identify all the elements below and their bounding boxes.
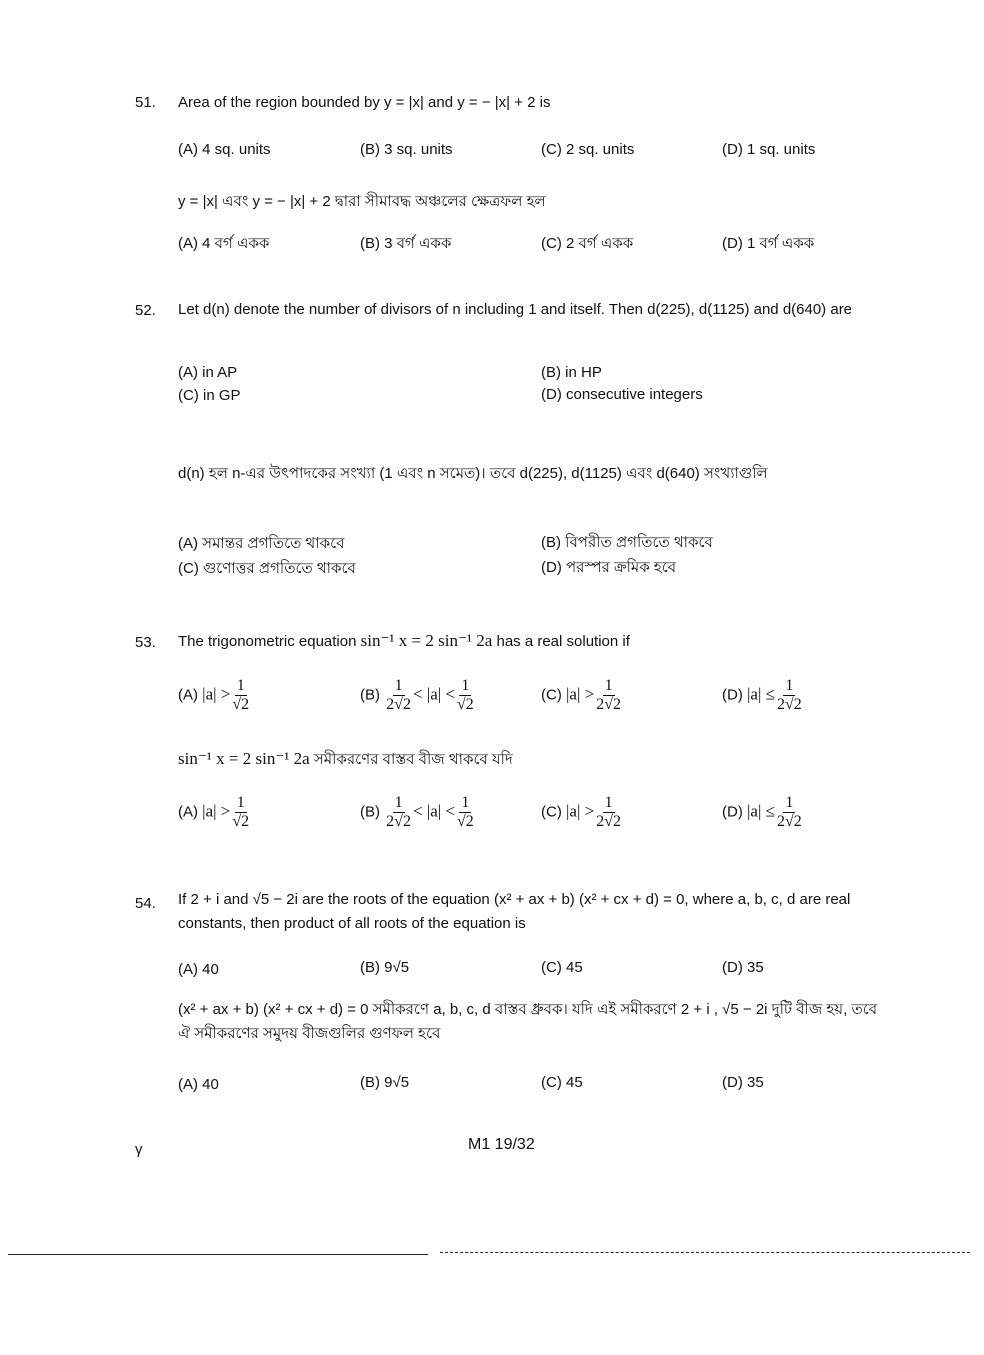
option-c-bengali: (C) 2 বর্গ একক xyxy=(541,235,634,252)
margin-mark: γ xyxy=(135,1141,143,1158)
question-text-pre: The trigonometric equation xyxy=(178,633,357,650)
option-c: (C) |a| > $\frac{1}{2√2}$ xyxy=(541,677,621,713)
option-d: (D) 1 sq. units xyxy=(722,141,816,158)
option-b-bengali: (B) $\frac{1}{2√2}$ < |a| < $\frac{1}{√2}$ xyxy=(360,794,474,830)
option-b: (B) $\frac{1}{2√2}$ < |a| < $\frac{1}{√2}$ xyxy=(360,677,474,713)
option-c-bengali: (C) |a| > $\frac{1}{2√2}$ xyxy=(541,794,621,830)
question-text-bengali: d(n) হল n-এর উৎপাদকের সংখ্যা (1 এবং n সমেত)। তবে d(225), d(1125) এবং d(640) সংখ্যাগুলি xyxy=(178,465,768,482)
question-number: 52. xyxy=(135,302,156,319)
divider xyxy=(8,1254,428,1255)
option-a-bengali: (A) 40 xyxy=(178,1076,219,1093)
option-b: (B) 9√5 xyxy=(360,959,410,976)
option-b-bengali: (B) 3 বর্গ একক xyxy=(360,235,452,252)
question-number: 51. xyxy=(135,94,156,111)
question-text-post: has a real solution if xyxy=(496,633,630,650)
question-number: 53. xyxy=(135,634,156,651)
fraction: $\frac{1}{2√2}$ xyxy=(596,677,621,713)
question-text: Let d(n) denote the number of divisors of n including 1 and itself. Then d(225), d(1125) and d(640) are xyxy=(178,301,853,318)
option-a-bengali: (A) |a| > $\frac{1}{√2}$ xyxy=(178,794,250,830)
question-text-bengali: (x² + ax + b) (x² + cx + d) = 0 সমীকরণে a, b, c, d বাস্তব ধ্রুবক। যদি এই সমীকরণে 2 + i , √5 − 2i দুটি বীজ হয়, তবে ঐ সমীকরণের সমুদয় বীজগুলির গুণফল হবে xyxy=(178,1001,878,1042)
option-a: (A) |a| > $\frac{1}{√2}$ xyxy=(178,677,250,713)
divider xyxy=(440,1252,970,1253)
option-d: (D) |a| ≤ $\frac{1}{2√2}$ xyxy=(722,677,802,713)
option-d-bengali: (D) পরস্পর ক্রমিক হবে xyxy=(541,559,677,576)
question-text: If 2 + i and √5 − 2i are the roots of the equation (x² + ax + b) (x² + cx + d) = 0, where a, b, c, d are real constants, then product of all roots of the equation is xyxy=(178,891,851,932)
question-text: Area of the region bounded by y = |x| and y = − |x| + 2 is xyxy=(178,94,551,111)
question-text-bengali: y = |x| এবং y = − |x| + 2 দ্বারা সীমাবদ্ধ অঞ্চলের ক্ষেত্রফল হল xyxy=(178,193,546,210)
option-b: (B) 3 sq. units xyxy=(360,141,453,158)
option-c: (C) in GP xyxy=(178,387,241,404)
option-c: (C) 45 xyxy=(541,959,583,976)
option-b-bengali: (B) 9√5 xyxy=(360,1074,410,1091)
option-a: (A) in AP xyxy=(178,364,238,381)
option-d-bengali: (D) 35 xyxy=(722,1074,764,1091)
fraction: $\frac{1}{√2}$ xyxy=(456,677,474,713)
fraction: $\frac{1}{2√2}$ xyxy=(386,677,411,713)
question-text-bengali: sin⁻¹ x = 2 sin⁻¹ 2a সমীকরণের বাস্তব বীজ থাকবে যদি xyxy=(178,749,513,768)
option-b: (B) in HP xyxy=(541,364,602,381)
question-text xyxy=(178,631,630,651)
fraction: $\frac{1}{√2}$ xyxy=(232,677,250,713)
option-b-bengali: (B) বিপরীত প্রগতিতে থাকবে xyxy=(541,534,713,551)
option-a: (A) 40 xyxy=(178,961,219,978)
option-d: (D) 35 xyxy=(722,959,764,976)
option-a-bengali: (A) 4 বর্গ একক xyxy=(178,235,270,252)
equation: sin⁻¹ x = 2 sin⁻¹ 2a xyxy=(360,631,493,650)
option-d: (D) consecutive integers xyxy=(541,386,703,403)
option-c-bengali: (C) গুণোত্তর প্রগতিতে থাকবে xyxy=(178,560,356,577)
option-a-bengali: (A) সমান্তর প্রগতিতে থাকবে xyxy=(178,535,345,552)
option-d-bengali: (D) 1 বর্গ একক xyxy=(722,235,815,252)
page-number: M1 19/32 xyxy=(468,1136,535,1153)
option-d-bengali: (D) |a| ≤ $\frac{1}{2√2}$ xyxy=(722,794,802,830)
question-number: 54. xyxy=(135,895,156,912)
option-c: (C) 2 sq. units xyxy=(541,141,635,158)
fraction: $\frac{1}{2√2}$ xyxy=(776,677,802,713)
option-a: (A) 4 sq. units xyxy=(178,141,271,158)
option-c-bengali: (C) 45 xyxy=(541,1074,583,1091)
